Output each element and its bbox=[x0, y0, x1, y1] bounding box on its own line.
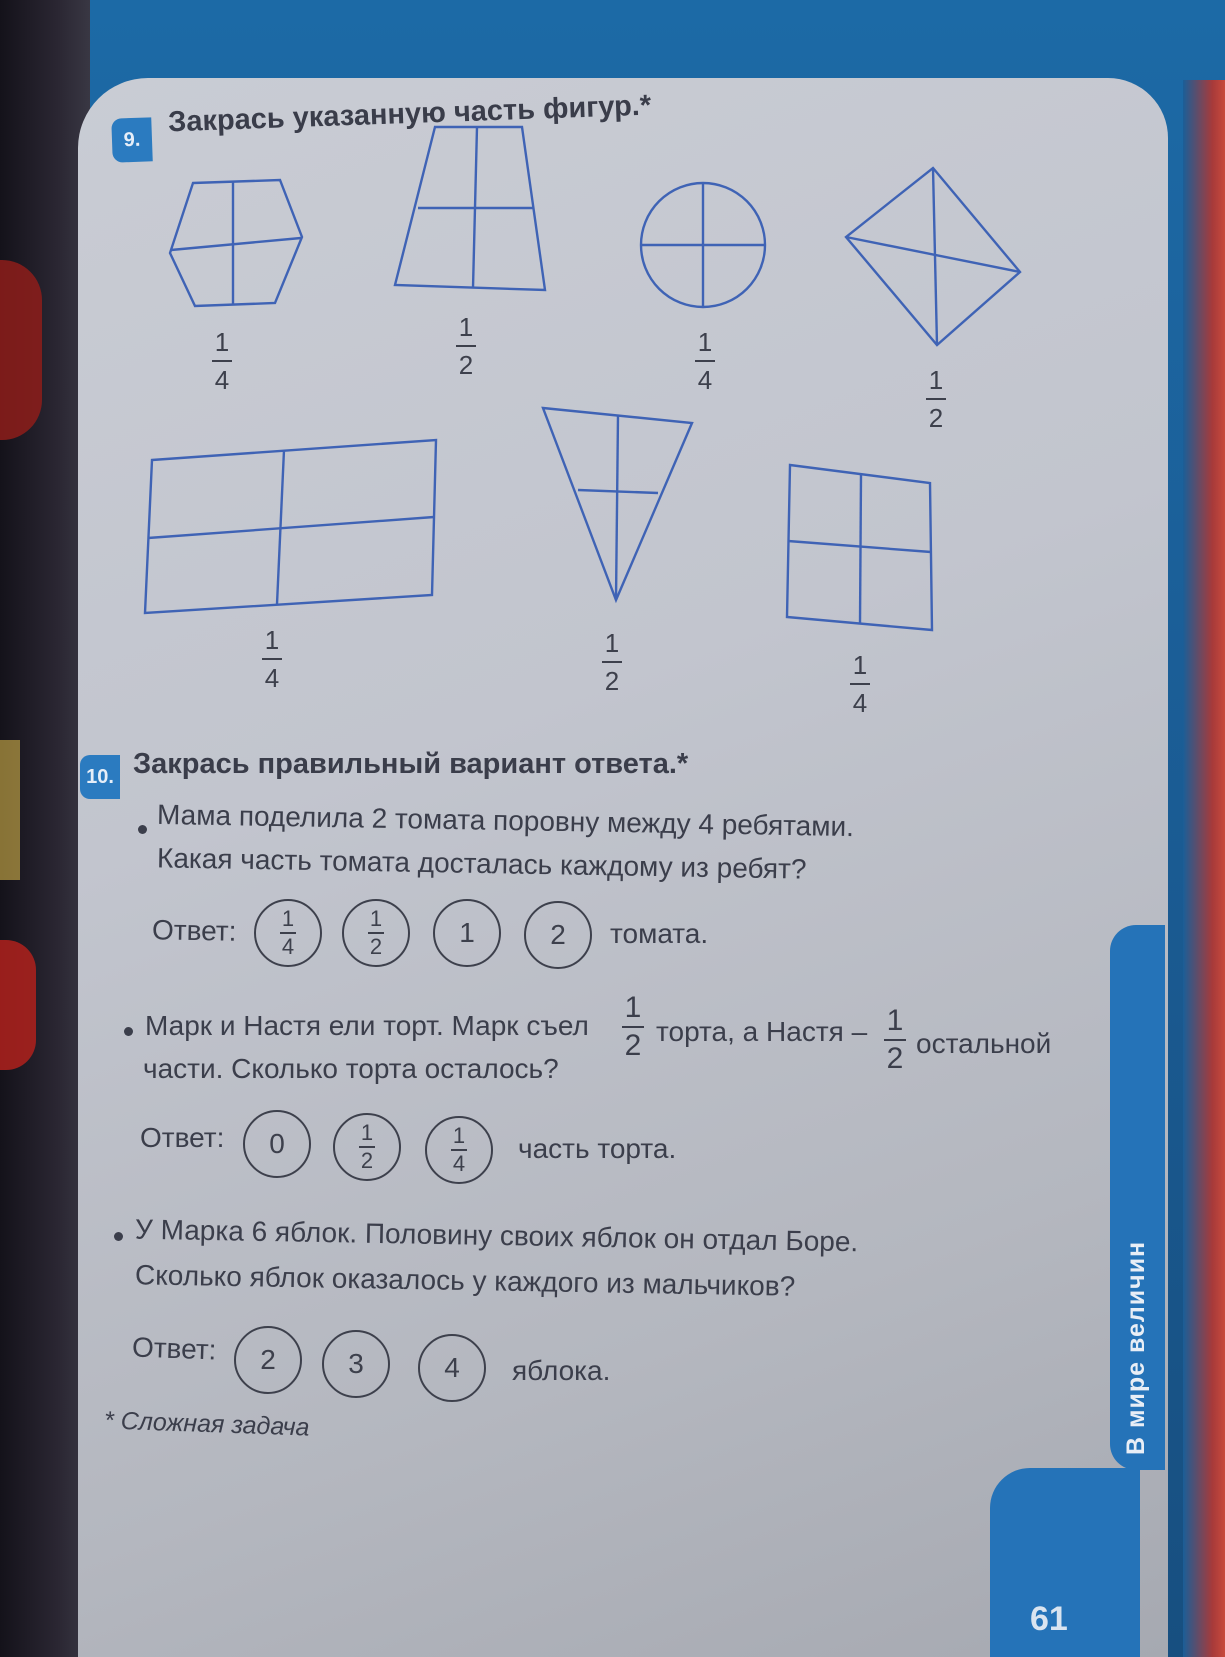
q1-line2: Какая часть томата досталась каждому из ребят? bbox=[156, 842, 807, 885]
q3-option-2[interactable]: 2 bbox=[234, 1326, 302, 1394]
triangle-fraction: 1 2 bbox=[592, 628, 632, 696]
rhombus-figure bbox=[846, 168, 1020, 345]
q2-bullet bbox=[124, 1027, 133, 1036]
q2-option-0[interactable]: 0 bbox=[243, 1110, 311, 1178]
footnote: * Сложная задача bbox=[103, 1406, 310, 1442]
square-figure bbox=[787, 465, 932, 630]
q2-option-1-2[interactable]: 1 2 bbox=[333, 1113, 401, 1181]
q2-answer-label: Ответ: bbox=[140, 1122, 225, 1153]
q2-line1-c: остальной bbox=[916, 1028, 1052, 1059]
trapezoid-figure bbox=[395, 127, 545, 290]
q1-bullet bbox=[138, 825, 147, 834]
circle-fraction: 1 4 bbox=[685, 327, 725, 395]
task-10-heading: Закрась правильный вариант ответа.* bbox=[133, 748, 689, 780]
q2-option-1-4[interactable]: 1 4 bbox=[425, 1116, 493, 1184]
task-9-badge: 9. bbox=[111, 117, 153, 162]
page-number: 61 bbox=[1030, 1600, 1068, 1638]
q3-option-3[interactable]: 3 bbox=[322, 1330, 390, 1398]
q2-unit: часть торта. bbox=[518, 1133, 677, 1164]
q2-fraction-1: 1 2 bbox=[616, 992, 650, 1062]
triangle-figure bbox=[543, 408, 692, 600]
hexagon-figure bbox=[170, 180, 302, 306]
task-9-heading: Закрась указанную часть фигур.* bbox=[167, 89, 652, 139]
square-fraction: 1 4 bbox=[840, 650, 880, 718]
q1-option-1[interactable]: 1 bbox=[433, 899, 501, 967]
q1-unit: томата. bbox=[610, 918, 709, 949]
q2-line1-a: Марк и Настя ели торт. Марк съел bbox=[145, 1010, 589, 1041]
q1-option-1-4[interactable]: 1 4 bbox=[254, 899, 322, 967]
q3-unit: яблока. bbox=[512, 1355, 611, 1386]
hexagon-fraction: 1 4 bbox=[202, 327, 242, 395]
q1-option-2[interactable]: 2 bbox=[524, 901, 592, 969]
q2-line2: части. Сколько торта осталось? bbox=[143, 1053, 559, 1084]
q2-line1-b: торта, а Настя – bbox=[656, 1016, 868, 1047]
circle-figure bbox=[641, 183, 765, 307]
q3-line2: Сколько яблок оказалось у каждого из мальчиков? bbox=[134, 1259, 796, 1302]
q3-line1: У Марка 6 яблок. Половину своих яблок он отдал Боре. bbox=[134, 1213, 859, 1258]
task-10-badge: 10. bbox=[80, 755, 120, 799]
q1-answer-label: Ответ: bbox=[151, 914, 237, 947]
trapezoid-fraction: 1 2 bbox=[446, 312, 486, 380]
q3-option-4[interactable]: 4 bbox=[418, 1334, 486, 1402]
q1-line1: Мама поделила 2 томата поровну между 4 ребятами. bbox=[156, 798, 855, 843]
q1-option-1-2[interactable]: 1 2 bbox=[342, 899, 410, 967]
q3-bullet bbox=[114, 1232, 123, 1241]
q2-fraction-2: 1 2 bbox=[878, 1005, 912, 1075]
rhombus-fraction: 1 2 bbox=[916, 365, 956, 433]
rectangle-fraction: 1 4 bbox=[252, 625, 292, 693]
section-side-tab-label: В мире величин bbox=[1122, 1240, 1150, 1455]
rectangle-figure bbox=[145, 440, 436, 613]
q3-answer-label: Ответ: bbox=[131, 1331, 217, 1366]
